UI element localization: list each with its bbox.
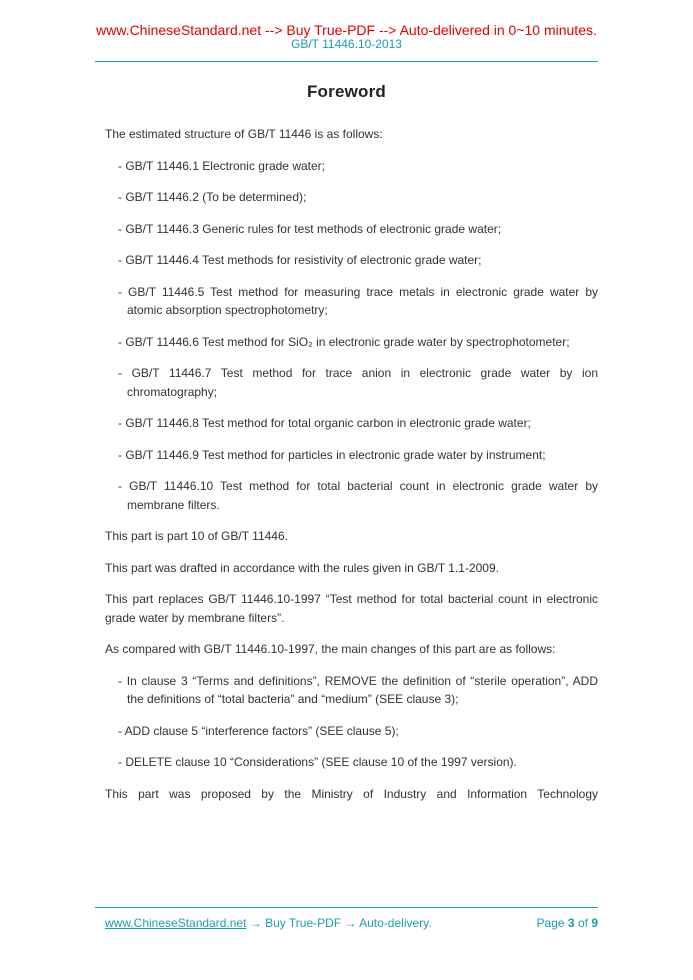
header-divider	[95, 61, 598, 62]
structure-list-item: - GB/T 11446.1 Electronic grade water;	[118, 158, 325, 173]
document-body	[105, 125, 598, 816]
structure-list-item: - GB/T 11446.10 Test method for total bacterial count in electronic grade water by membrane filters.	[118, 479, 598, 512]
page-footer	[105, 916, 598, 930]
structure-list-item: - GB/T 11446.8 Test method for total organic carbon in electronic grade water;	[118, 416, 531, 430]
page-label: Page	[536, 916, 565, 930]
part10-paragraph: This part is part 10 of GB/T 11446.	[105, 529, 288, 543]
footer-tagline	[105, 916, 432, 930]
compared-paragraph: As compared with GB/T 11446.10-1997, the main changes of this part are as follows:	[105, 642, 556, 656]
structure-list-item: - GB/T 11446.3 Generic rules for test methods of electronic grade water;	[118, 221, 502, 236]
proposed-paragraph: This part was proposed by the Ministry of Industry and Information Technology	[105, 786, 598, 801]
footer-tagline-text: → Buy True-PDF → Auto-delivery.	[249, 916, 432, 930]
structure-list-item: - GB/T 11446.6 Test method for SiO₂ in electronic grade water by spectrophotometer;	[118, 334, 570, 349]
promo-banner-link[interactable]: www.ChineseStandard.net --> Buy True-PDF --> Auto-delivered in 0~10 minutes.	[96, 22, 597, 38]
structure-list-item: - GB/T 11446.5 Test method for measuring trace metals in electronic grade water by atomic absorption spectrophotometry;	[118, 284, 598, 317]
page-number	[537, 916, 598, 930]
structure-list-item: - GB/T 11446.2 (To be determined);	[118, 190, 307, 204]
footer-site-link[interactable]: www.ChineseStandard.net	[105, 916, 247, 930]
page-of-label: of	[577, 916, 588, 930]
change-list-item: - DELETE clause 10 “Considerations” (SEE clause 10 of the 1997 version).	[118, 755, 517, 769]
replaces-paragraph: This part replaces GB/T 11446.10-1997 “Test method for total bacterial count in electronic grade water by membrane filters”.	[105, 592, 598, 625]
page-current: 3	[567, 916, 575, 930]
foreword-title: Foreword	[306, 82, 387, 101]
footer-divider	[95, 907, 598, 908]
page-total: 9	[591, 916, 598, 930]
drafted-paragraph: This part was drafted in accordance with the rules given in GB/T 1.1-2009.	[105, 560, 499, 575]
structure-list-item: - GB/T 11446.7 Test method for trace anion in electronic grade water by ion chromatography;	[118, 366, 598, 399]
intro-paragraph: The estimated structure of GB/T 11446 is as follows:	[105, 127, 383, 141]
change-list-item: - In clause 3 “Terms and definitions”, REMOVE the definition of “sterile operation”, ADD the definitions of “total bacteria” and “medium” (SEE clause 3);	[118, 673, 598, 706]
structure-list-item: - GB/T 11446.9 Test method for particles in electronic grade water by instrument;	[118, 447, 546, 462]
change-list-item: - ADD clause 5 “interference factors” (SEE clause 5);	[118, 723, 399, 738]
document-number: GB/T 11446.10-2013	[291, 37, 402, 51]
structure-list-item: - GB/T 11446.4 Test methods for resistivity of electronic grade water;	[118, 253, 482, 267]
